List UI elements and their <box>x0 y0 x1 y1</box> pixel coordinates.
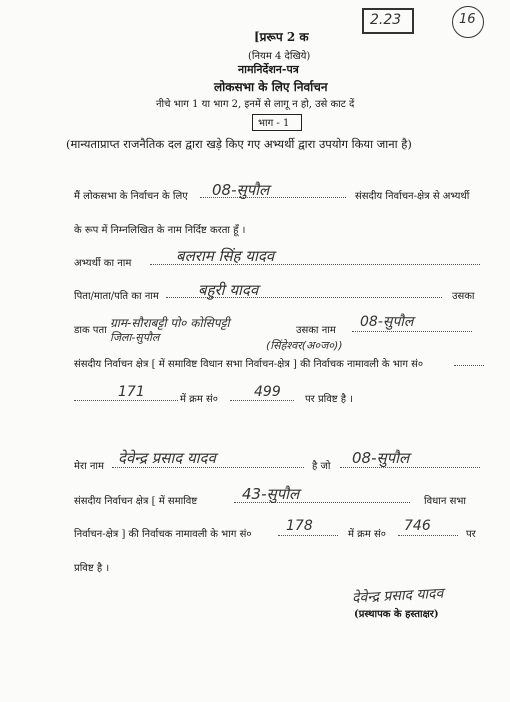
rule-reference: (नियम 4 देखिये) <box>248 51 311 62</box>
my-constituency-suffix: विधान सभा <box>424 496 466 507</box>
title-election: लोकसभा के लिए निर्वाचन <box>214 80 328 94</box>
my-part-no-field <box>278 535 338 536</box>
part-note: (मान्यताप्राप्त राजनैतिक दल द्वारा खड़े किए गए अभ्यर्थी द्वारा उपयोग किया जाना है) <box>66 137 412 151</box>
address-label: डाक पता <box>74 325 107 336</box>
roll-dots <box>454 365 484 366</box>
my-constituency-text: संसदीय निर्वाचन क्षेत्र [ में समाविष्ट <box>74 496 198 507</box>
my-roll-suffix: पर <box>466 529 476 540</box>
my-roll-text: निर्वाचन-क्षेत्र ] की निर्वाचक नामावली के भाग सं० <box>74 529 252 540</box>
my-part-no-handwritten: 178 <box>286 518 313 534</box>
serial-suffix: पर प्रविष्ट है । <box>305 394 354 405</box>
proposer-signature: देवेन्द्र प्रसाद यादव <box>351 585 444 607</box>
my-serial-no-handwritten: 746 <box>404 518 431 534</box>
address-line1-handwritten: ग्राम-सौराबट्टी पो० कोसिपट्टी <box>110 316 230 330</box>
proposer-constituency-handwritten: 08-सुपौल <box>352 449 410 467</box>
address-line2-handwritten: जिला-सुपौल <box>110 331 160 344</box>
line2: के रूप में निम्नलिखित के नाम निर्दिष्ट करता हूँ । <box>74 225 246 236</box>
form-number: [प्ररूप 2 क <box>254 30 309 44</box>
serial-mid-text: में क्रम सं० <box>180 394 218 405</box>
father-label: पिता/माता/पति का नाम <box>74 291 159 302</box>
stamp-circle-text: 16 <box>459 12 476 27</box>
line1-suffix: संसदीय निर्वाचन-क्षेत्र से अभ्यर्थी <box>355 191 470 202</box>
serial-no-handwritten: 499 <box>254 384 281 400</box>
constituency-roll-text: संसदीय निर्वाचन क्षेत्र [ में समाविष्ट विधान सभा निर्वाचन-क्षेत्र ] की निर्वाचक नामावली के भाग सं० <box>74 359 424 370</box>
father-name-handwritten: बहुरी यादव <box>198 281 259 299</box>
assembly-handwritten: 43-सुपौल <box>242 485 300 503</box>
my-name-label: मेरा नाम <box>74 461 104 472</box>
address-name-field <box>352 331 472 332</box>
line1-prefix: मैं लोकसभा के निर्वाचन के लिए <box>74 191 188 202</box>
part-no-handwritten: 171 <box>118 384 145 400</box>
stamp-box-text: 2.23 <box>370 12 402 28</box>
constituency-handwritten: 08-सुपौल <box>212 181 270 199</box>
instruction-text: नीचे भाग 1 या भाग 2, इनमें से लागू न हो, उसे काट दें <box>156 99 355 110</box>
candidate-name-handwritten: बलराम सिंह यादव <box>176 247 275 265</box>
signature-caption: (प्रस्थापक के हस्ताक्षर) <box>354 609 439 620</box>
address-name-handwritten: 08-सुपौल <box>360 314 414 330</box>
father-suffix: उसका <box>452 291 475 302</box>
my-name-mid: है जो <box>312 461 331 472</box>
candidate-label: अभ्यर्थी का नाम <box>74 258 132 269</box>
last-line: प्रविष्ट है । <box>74 563 110 574</box>
proposer-name-handwritten: देवेन्द्र प्रसाद यादव <box>118 449 216 467</box>
my-serial-text: में क्रम सं० <box>348 529 386 540</box>
my-serial-no-field <box>398 535 458 536</box>
title-nomination: नामनिर्देशन-पत्र <box>238 63 299 76</box>
serial-no-field <box>230 400 294 401</box>
address-note-handwritten: (सिंहेश्वर(अ०ज०)) <box>266 339 343 352</box>
part-label: भाग - 1 <box>258 118 290 129</box>
part-no-field <box>74 400 178 401</box>
address-mid-text: उसका नाम <box>296 325 336 336</box>
